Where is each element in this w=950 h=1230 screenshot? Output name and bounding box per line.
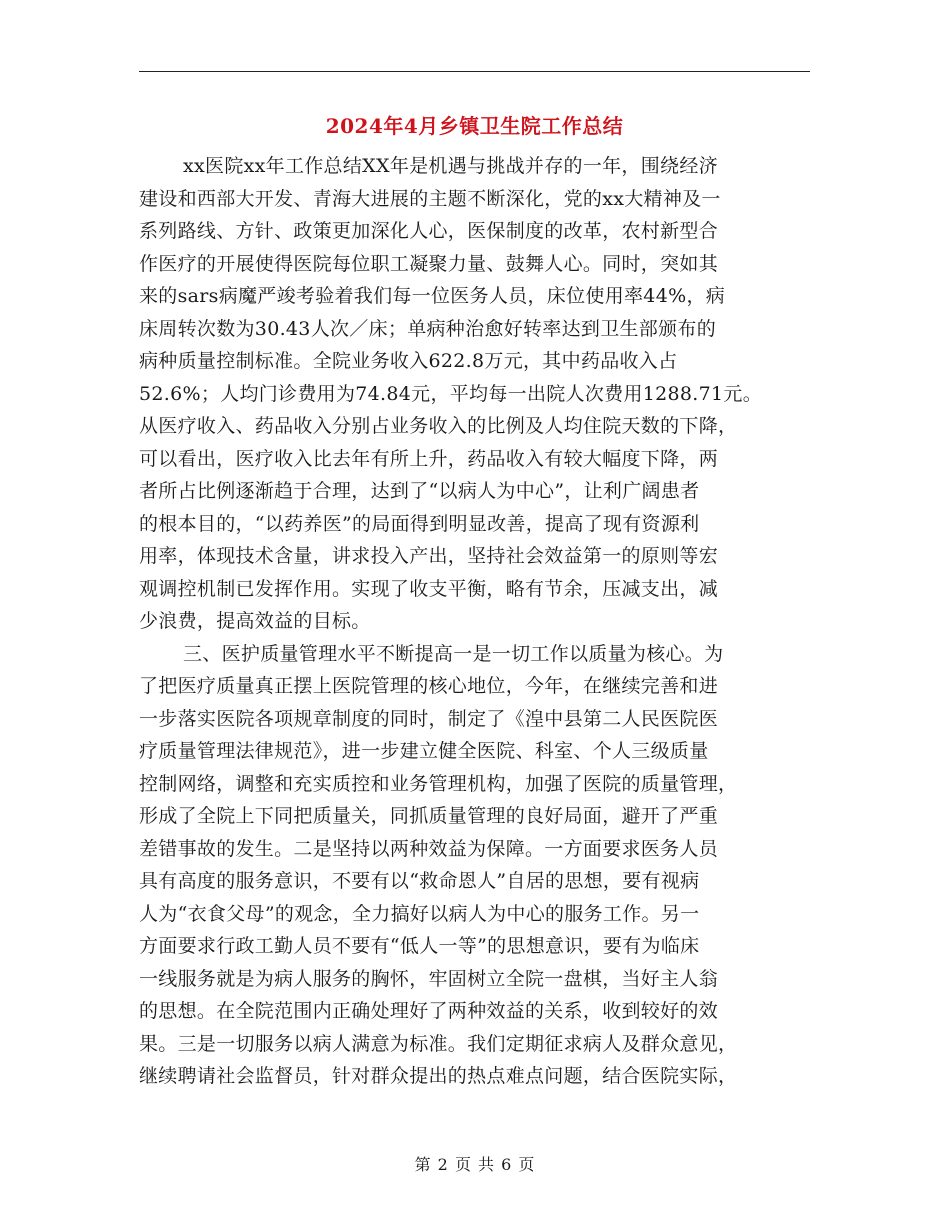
body-line: 少浪费，提高效益的目标。 <box>139 610 371 632</box>
body-line: 控制网络，调整和充实质控和业务管理机构，加强了医院的质量管理， <box>139 772 738 795</box>
body-line: 差错事故的发生。二是坚持以两种效益为保障。一方面要求医务人员 <box>139 837 719 860</box>
body-line: 继续聘请社会监督员，针对群众提出的热点难点问题，结合医院实际， <box>139 1065 738 1087</box>
document-title: 2024年4月乡镇卫生院工作总结 <box>325 114 624 138</box>
body-line: 果。三是一切服务以病人满意为标准。我们定期征求病人及群众意见， <box>139 1032 738 1055</box>
body-line: 病种质量控制标准。全院业务收入622.8万元，其中药品收入占 <box>139 350 678 372</box>
body-line: 可以看出，医疗收入比去年有所上升，药品收入有较大幅度下降，两 <box>139 447 719 470</box>
body-line: 的思想。在全院范围内正确处理好了两种效益的关系，收到较好的效 <box>139 1000 719 1022</box>
body-line: 方面要求行政工勤人员不要有“低人一等”的思想意识，要有为临床 <box>139 935 700 957</box>
body-line: 52.6%；人均门诊费用为74.84元，平均每一出院人次费用1288.71元。 <box>139 382 763 405</box>
body-line: 用率，体现技术含量，讲求投入产出，坚持社会效益第一的原则等宏 <box>139 545 719 567</box>
body-line: 者所占比例逐渐趋于合理，达到了“以病人为中心”，让利广阔患者 <box>139 480 700 502</box>
body-line: 的根本目的，“以药养医”的局面得到明显改善，提高了现有资源利 <box>139 512 700 535</box>
body-line: 一线服务就是为病人服务的胸怀，牢固树立全院一盘棋，当好主人翁 <box>139 967 719 990</box>
body-line: 具有高度的服务意识，不要有以“救命恩人”自居的思想，要有视病 <box>139 870 700 892</box>
document-body <box>139 150 829 1093</box>
body-line: 了把医疗质量真正摆上医院管理的核心地位，今年，在继续完善和进 <box>139 675 719 697</box>
body-line: 建设和西部大开发、青海大进展的主题不断深化，党的xx大精神及一 <box>139 187 721 210</box>
body-line: 三、医护质量管理水平不断提高一是一切工作以质量为核心。为 <box>183 642 724 665</box>
body-line: 床周转次数为30.43人次／床；单病种治愈好转率达到卫生部颁布的 <box>139 317 716 340</box>
body-line: 从医疗收入、药品收入分别占业务收入的比例及人均住院天数的下降， <box>139 415 738 437</box>
body-line: 一步落实医院各项规章制度的同时，制定了《湟中县第二人民医院医 <box>139 707 719 730</box>
body-line: xx医院xx年工作总结XX年是机遇与挑战并存的一年，围绕经济 <box>183 155 718 177</box>
page-number-footer: 第 2 页 共 6 页 <box>414 1155 536 1174</box>
header-rule <box>139 71 810 72</box>
body-line: 人为“衣食父母”的观念，全力搞好以病人为中心的服务工作。另一 <box>139 902 700 925</box>
body-line: 来的sars病魔严竣考验着我们每一位医务人员，床位使用率44%，病 <box>139 285 726 307</box>
body-line: 作医疗的开展使得医院每位职工凝聚力量、鼓舞人心。同时，突如其 <box>139 252 719 275</box>
body-line: 观调控机制已发挥作用。实现了收支平衡，略有节余，压减支出，减 <box>139 577 719 600</box>
body-line: 形成了全院上下同把质量关，同抓质量管理的良好局面，避开了严重 <box>139 805 719 827</box>
body-line: 系列路线、方针、政策更加深化人心，医保制度的改革，农村新型合 <box>139 220 719 242</box>
body-line: 疗质量管理法律规范》，进一步建立健全医院、科室、个人三级质量 <box>139 740 709 762</box>
